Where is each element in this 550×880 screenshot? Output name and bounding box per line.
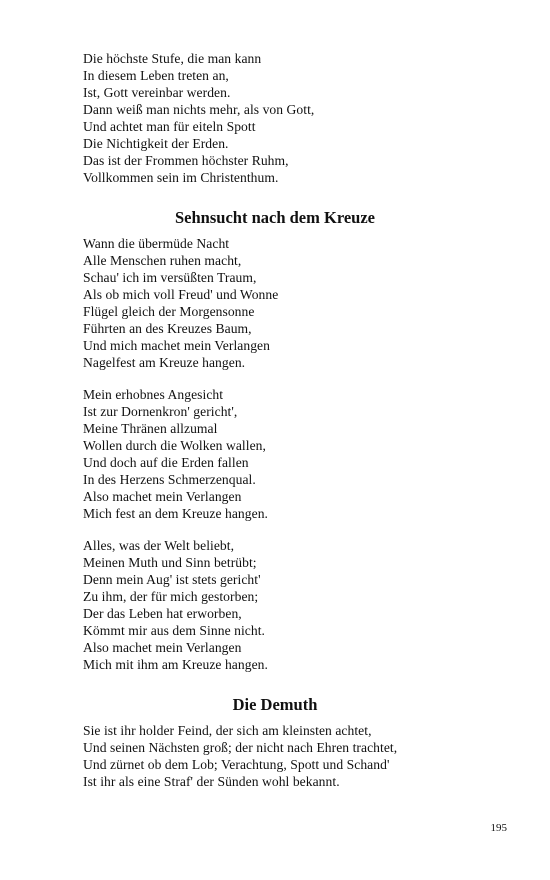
verse-line: Mein erhobnes Angesicht [83,387,224,402]
verse-line: Alles, was der Welt beliebt, [83,538,235,553]
verse-line: Und doch auf die Erden fallen [83,454,249,470]
poem1-stanza-3 [83,538,268,674]
poem2-stanza-1 [83,723,397,791]
verse-line: In des Herzens Schmerzenqual. [83,471,256,487]
verse-line: Meine Thränen allzumal [83,420,218,436]
verse-line: Und mich machet mein Verlangen [83,337,270,353]
verse-line: Flügel gleich der Morgensonne [83,303,255,319]
verse-line: Vollkommen sein im Christenthum. [83,169,279,185]
verse-line: Schau' ich im versüßten Traum, [83,269,257,285]
verse-line: Ist ihr als eine Straf' der Sünden wohl bekannt. [83,773,340,789]
verse-line: Das ist der Frommen höchster Ruhm, [83,152,289,168]
verse-line: Alle Menschen ruhen macht, [83,252,242,268]
verse-line: Denn mein Aug' ist stets gericht' [83,571,261,587]
verse-line: Wollen durch die Wolken wallen, [83,437,266,453]
verse-line: Wann die übermüde Nacht [83,236,230,251]
verse-line: Führten an des Kreuzes Baum, [83,320,252,336]
verse-line: Die höchste Stufe, die man kann [83,51,262,66]
verse-line: Sie ist ihr holder Feind, der sich am kleinsten achtet, [83,723,372,738]
verse-line: Der das Leben hat erworben, [83,605,242,621]
verse-line: Meinen Muth und Sinn betrübt; [83,554,257,570]
verse-line: Die Nichtigkeit der Erden. [83,135,229,151]
verse-line: In diesem Leben treten an, [83,67,229,83]
verse-line: Mich mit ihm am Kreuze hangen. [83,656,268,672]
verse-line: Ist, Gott vereinbar werden. [83,84,231,100]
poem1-stanza-1 [83,236,278,372]
verse-line: Ist zur Dornenkron' gericht', [83,403,238,419]
verse-line: Also machet mein Verlangen [83,488,242,504]
verse-line: Mich fest an dem Kreuze hangen. [83,505,268,521]
verse-line: Und seinen Nächsten groß; der nicht nach Ehren trachtet, [83,739,398,755]
verse-line: Kömmt mir aus dem Sinne nicht. [83,622,265,638]
verse-line: Und zürnet ob dem Lob; Verachtung, Spott und Schand' [83,756,390,772]
verse-line: Also machet mein Verlangen [83,639,242,655]
page-number: 195 [490,822,507,834]
verse-line: Zu ihm, der für mich gestorben; [83,588,259,604]
poem1-stanza-2 [83,387,268,523]
verse-line: Nagelfest am Kreuze hangen. [83,354,246,370]
verse-line: Als ob mich voll Freud' und Wonne [83,286,279,302]
poem-title-sehnsucht: Sehnsucht nach dem Kreuze [175,208,375,227]
intro-stanza [83,51,314,187]
poem-title-demuth: Die Demuth [232,695,318,714]
verse-line: Dann weiß man nichts mehr, als von Gott, [83,101,315,117]
verse-line: Und achtet man für eiteln Spott [83,118,256,134]
